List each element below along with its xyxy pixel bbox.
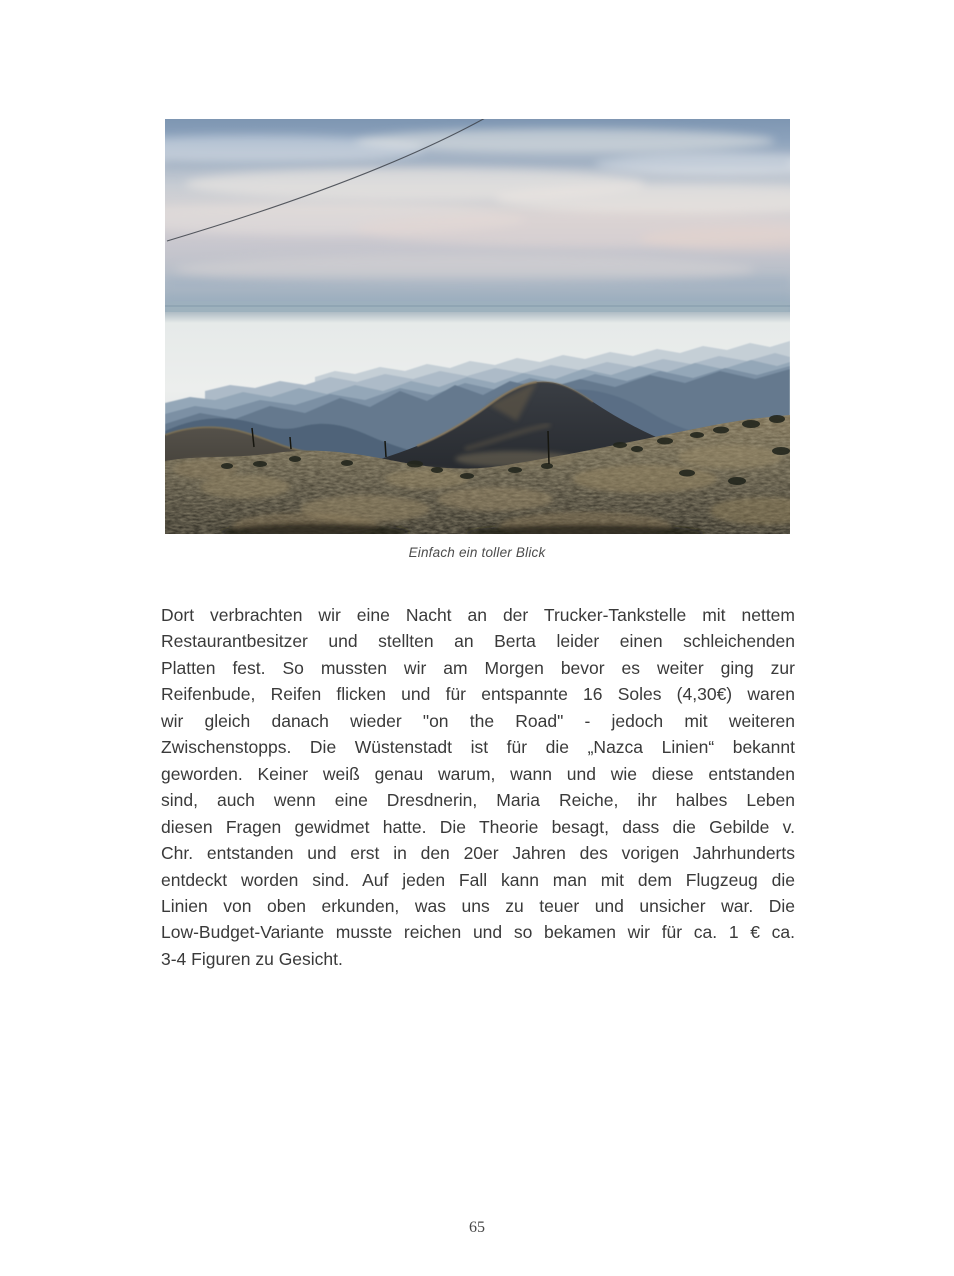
paragraph-line: Reifenbude, Reifen flicken und für entspannte 16 Soles (4,30€) waren xyxy=(161,684,795,705)
paragraph-line: Linien von oben erkunden, was uns zu teuer und unsicher war. Die xyxy=(161,895,795,916)
sky xyxy=(165,119,790,315)
paragraph-line: Restaurantbesitzer und stellten an Berta leider einen schleichenden xyxy=(161,631,795,652)
photo-caption: Einfach ein toller Blick xyxy=(408,545,546,560)
paragraph-line: sind, auch wenn eine Dresdnerin, Maria Reiche, ihr halbes Leben xyxy=(161,790,795,811)
paragraph-line: entdeckt worden sind. Auf jeden Fall kann man mit dem Flugzeug die xyxy=(161,869,795,890)
landscape-photo xyxy=(165,119,790,534)
paragraph-line: 3-4 Figuren zu Gesicht. xyxy=(161,948,343,969)
paragraph-line: wir gleich danach wieder "on the Road" - jedoch mit weiteren xyxy=(161,710,795,731)
page-number: 65 xyxy=(469,1219,485,1236)
paragraph-line: Zwischenstopps. Die Wüstenstadt ist für die „Nazca Linien“ bekannt xyxy=(161,737,795,758)
paragraph-line: Dort verbrachten wir eine Nacht an der Trucker-Tankstelle mit nettem xyxy=(161,605,795,625)
paragraph-line: Platten fest. So mussten wir am Morgen bevor es weiter ging zur xyxy=(161,657,795,678)
landscape-photo-graphic xyxy=(165,119,790,534)
horizon-line xyxy=(165,305,790,307)
paragraph-line: Chr. entstanden und erst in den 20er Jahren des vorigen Jahrhunderts xyxy=(161,843,795,864)
paragraph-line: Low-Budget-Variante musste reichen und so bekamen wir für ca. 1 € ca. xyxy=(161,922,795,943)
paragraph-line: diesen Fragen gewidmet hatte. Die Theorie besagt, dass die Gebilde v. xyxy=(161,816,795,837)
paragraph xyxy=(161,602,795,972)
paragraph-line: geworden. Keiner weiß genau warum, wann und wie diese entstanden xyxy=(161,763,795,784)
